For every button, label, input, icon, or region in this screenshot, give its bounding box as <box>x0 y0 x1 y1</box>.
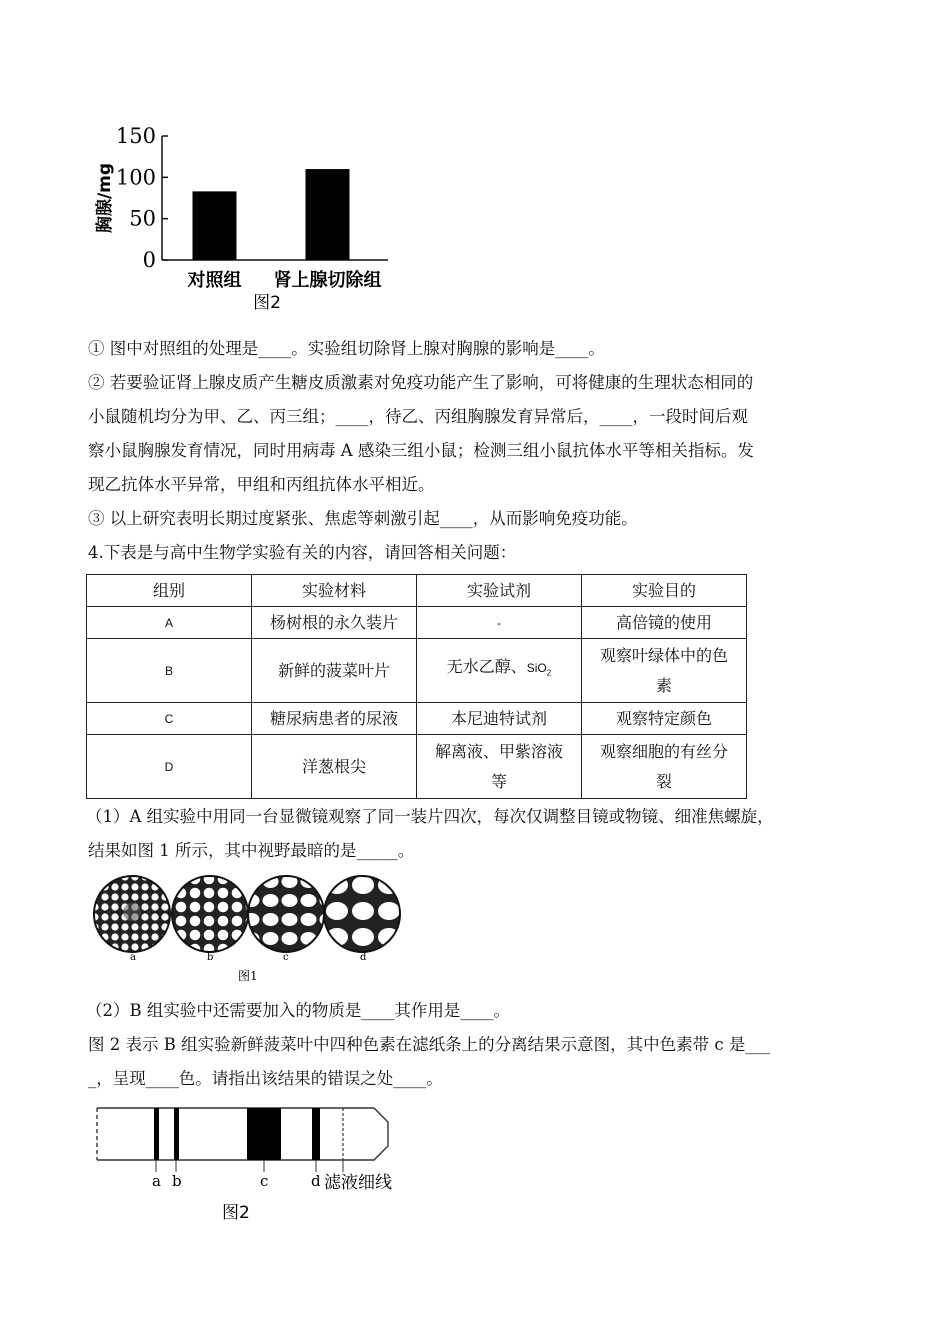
q3-line-5: 现乙抗体水平异常，甲组和丙组抗体水平相近。 <box>88 475 435 494</box>
fig1-label-b: b <box>207 952 214 963</box>
table-row <box>87 735 747 799</box>
table-header: 实验目的 <box>582 575 747 607</box>
purpose-line: 观察细胞的有丝分 <box>599 741 728 761</box>
x-category-label: 对照组 <box>187 270 242 291</box>
y-tick-label: 150 <box>115 124 156 148</box>
pigment-band-a <box>154 1108 159 1160</box>
table-row <box>87 607 747 639</box>
table-cell-material: 杨树根的永久装片 <box>252 607 417 639</box>
table-cell-reagent: 本尼迪特试剂 <box>417 703 582 735</box>
x-category-label: 肾上腺切除组 <box>273 270 382 291</box>
y-tick-label: 0 <box>142 248 156 272</box>
q3-line-3: 小鼠随机均分为甲、乙、丙三组；____，待乙、丙组胸腺发育异常后，____，一段时间后观 <box>88 407 748 426</box>
table-cell-material: 糖尿病患者的尿液 <box>252 703 417 735</box>
fig2-label-b: b <box>172 1172 182 1190</box>
chromatography-strip-figure <box>92 1100 422 1230</box>
field-d <box>324 876 400 952</box>
reagent-line: 解离液、甲紫溶液 <box>434 741 563 761</box>
thymus-bar-chart <box>80 118 420 318</box>
table-cell-purpose: 高倍镜的使用 <box>582 607 747 639</box>
fig2-label-c: c <box>260 1172 269 1190</box>
pigment-band-c <box>247 1108 281 1160</box>
table-cell-group: B <box>87 639 252 703</box>
reagent-text: 无水乙醇、 <box>446 657 527 677</box>
fig1-caption: 图1 <box>238 969 258 983</box>
bar-1 <box>193 191 237 260</box>
table-cell-purpose: 观察特定颜色 <box>582 703 747 735</box>
fig2-sample-line-label: 滤液细线 <box>324 1173 392 1193</box>
reagent-subscript: 2 <box>546 668 552 678</box>
pigment-band-d <box>312 1108 320 1160</box>
filter-paper-outline <box>97 1108 388 1160</box>
q4-p2-line-1: （2）B 组实验中还需要加入的物质是____其作用是____。 <box>86 1001 510 1020</box>
q4-p1-line-2: 结果如图 1 所示，其中视野最暗的是_____。 <box>88 841 415 860</box>
table-header: 实验材料 <box>252 575 417 607</box>
table-cell-material: 新鲜的菠菜叶片 <box>252 639 417 703</box>
fig2-label-a: a <box>152 1172 161 1190</box>
reagent-sio2 <box>526 661 552 678</box>
fig2-label-d: d <box>311 1172 321 1190</box>
q4-p2-line-3: _，呈现____色。请指出该结果的错误之处____。 <box>88 1069 443 1088</box>
q3-line-4: 察小鼠胸腺发育情况，同时用病毒 A 感染三组小鼠；检测三组小鼠抗体水平等相关指标。发 <box>88 441 754 460</box>
table-header: 实验试剂 <box>417 575 582 607</box>
table-cell-group: D <box>87 735 252 799</box>
purpose-line: 素 <box>655 675 672 695</box>
table-cell-reagent <box>417 735 582 799</box>
microscope-fields-figure <box>90 872 410 987</box>
table-cell-purpose <box>582 639 747 703</box>
table-row <box>87 639 747 703</box>
q4-p2-line-2: 图 2 表示 B 组实验新鲜菠菜叶中四种色素在滤纸条上的分离结果示意图，其中色素带 c 是___ <box>88 1035 771 1054</box>
experiment-table <box>86 574 747 799</box>
chart-caption: 图2 <box>253 293 281 313</box>
fig1-label-d: d <box>360 952 367 963</box>
table-cell-purpose <box>582 735 747 799</box>
reagent-si: SiO <box>526 661 547 676</box>
pigment-band-b <box>174 1108 179 1160</box>
y-axis-label: 胸腺/mg <box>95 162 115 234</box>
fig1-label-c: c <box>283 952 289 963</box>
y-tick-label: 50 <box>129 206 156 231</box>
table-cell-reagent <box>417 639 582 703</box>
q4-p1-line-1: （1）A 组实验中用同一台显微镜观察了同一装片四次，每次仅调整目镜或物镜、细准焦螺旋， <box>86 807 774 826</box>
purpose-line: 裂 <box>655 771 672 791</box>
reagent-line: 等 <box>490 771 507 791</box>
fig2-caption: 图2 <box>222 1203 250 1223</box>
table-cell-group: A <box>87 607 252 639</box>
field-b <box>172 876 248 952</box>
table-header-row <box>87 575 747 607</box>
table-cell-material: 洋葱根尖 <box>252 735 417 799</box>
field-c <box>248 876 324 952</box>
fig1-label-a: a <box>130 952 136 963</box>
table-cell-group: C <box>87 703 252 735</box>
q4-intro: 4.下表是与高中生物学实验有关的内容，请回答相关问题： <box>88 543 517 562</box>
table-header: 组别 <box>87 575 252 607</box>
table-cell-reagent: - <box>417 607 582 639</box>
purpose-line: 观察叶绿体中的色 <box>599 645 728 665</box>
table-row <box>87 703 747 735</box>
field-a <box>94 876 170 952</box>
y-tick-label: 100 <box>115 165 156 190</box>
q3-line-6: ③ 以上研究表明长期过度紧张、焦虑等刺激引起____，从而影响免疫功能。 <box>88 509 638 528</box>
q3-line-1: ① 图中对照组的处理是____。实验组切除肾上腺对胸腺的影响是____。 <box>88 339 605 358</box>
q3-line-2: ② 若要验证肾上腺皮质产生糖皮质激素对免疫功能产生了影响，可将健康的生理状态相同的 <box>88 373 754 392</box>
bar-2 <box>306 169 350 260</box>
